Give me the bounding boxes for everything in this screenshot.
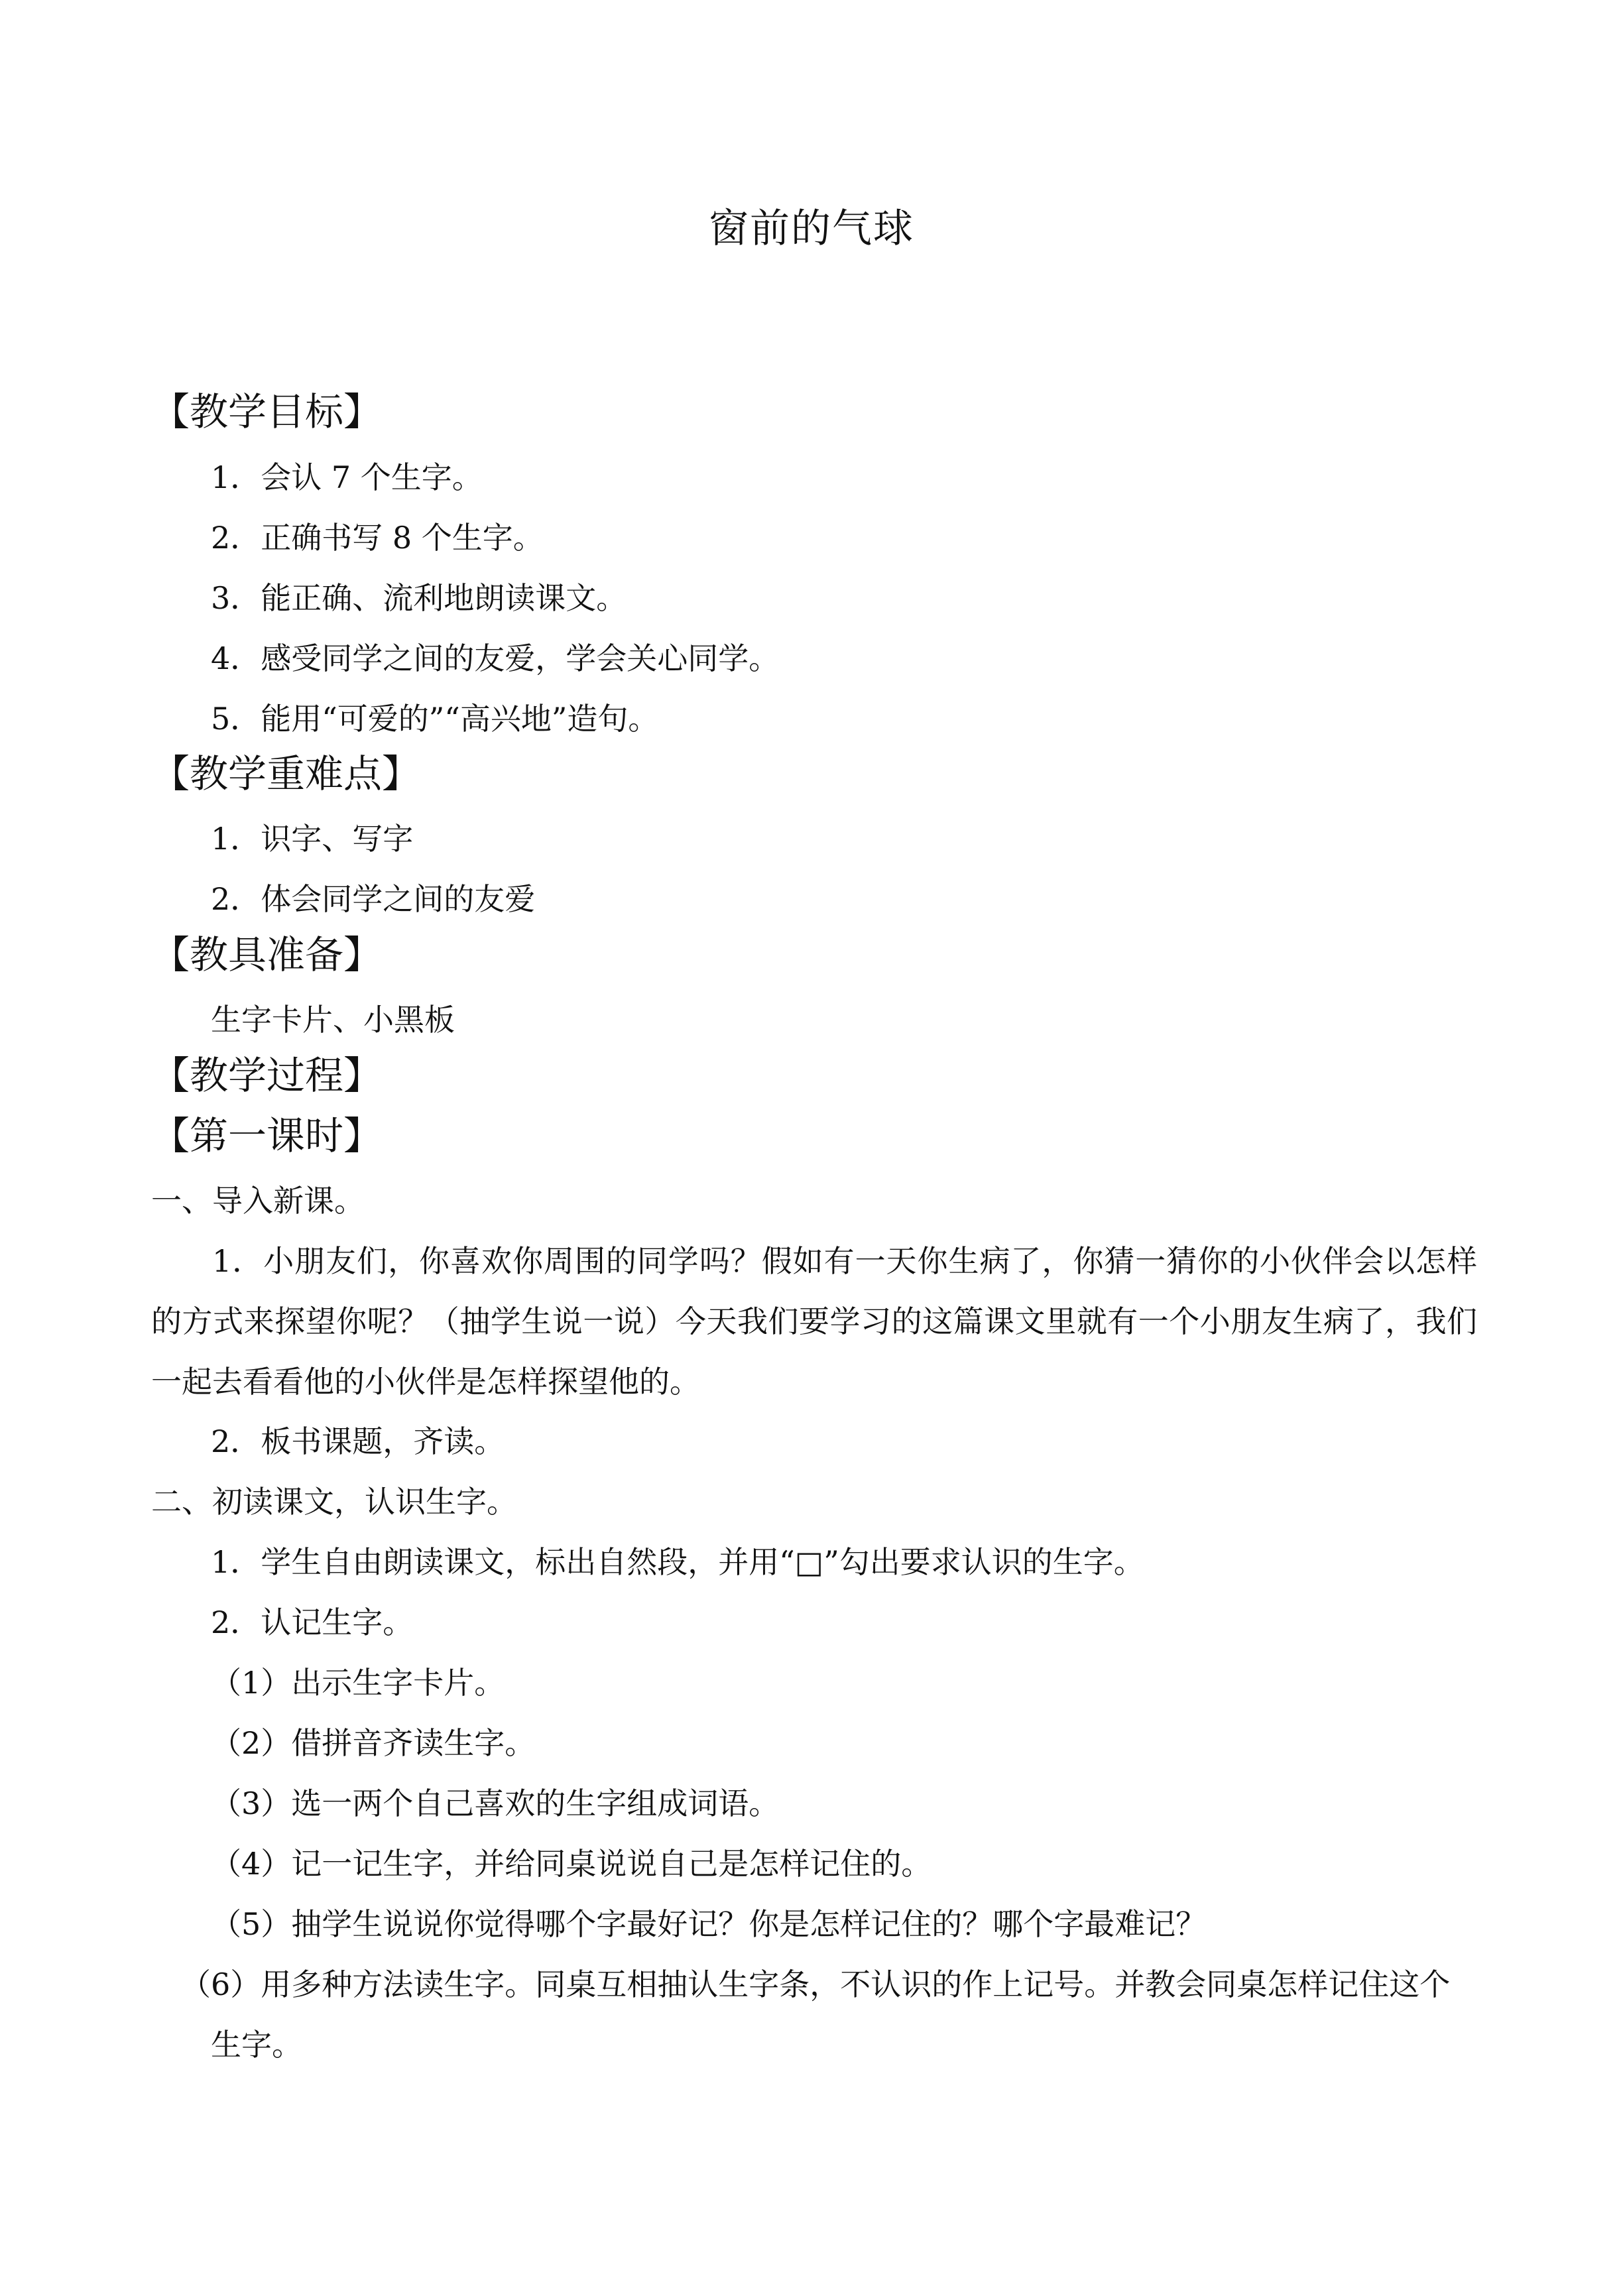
heading-objectives: 【教学目标】 xyxy=(151,389,383,434)
heading-materials: 【教具准备】 xyxy=(151,932,383,977)
step-item: （1）出示生字卡片。 xyxy=(211,1665,505,1701)
section-title: 二、初读课文，认识生字。 xyxy=(151,1484,517,1520)
list-item: 2．认记生字。 xyxy=(211,1604,414,1640)
heading-process: 【教学过程】 xyxy=(151,1053,383,1098)
key-point-item: 1．识字、写字 xyxy=(211,821,414,857)
key-point-item: 2．体会同学之间的友爱 xyxy=(211,881,536,917)
objective-item: 4．感受同学之间的友爱，学会关心同学。 xyxy=(211,640,780,676)
paragraph-intro: 1．小朋友们，你喜欢你周围的同学吗？假如有一天你生病了，你猜一猜你的小伙伴会以怎样的方式来探望你呢？（抽学生说一说）今天我们要学习的这篇课文里就有一个小朋友生病了，我们一起去看看他的小伙伴是怎样探望他的。 xyxy=(151,1243,1477,1400)
materials-text: 生字卡片、小黑板 xyxy=(211,1002,455,1038)
heading-first-lesson: 【第一课时】 xyxy=(151,1113,383,1158)
heading-key-points: 【教学重难点】 xyxy=(151,751,421,796)
step-item: （5）抽学生说说你觉得哪个字最好记？你是怎样记住的？哪个字最难记？ xyxy=(211,1906,1207,1942)
step-item: （4）记一记生字，并给同桌说说自己是怎样记住的。 xyxy=(211,1846,932,1882)
objective-item: 5．能用“可爱的”“高兴地”造句。 xyxy=(211,701,659,737)
objective-item: 2．正确书写 8 个生字。 xyxy=(211,520,544,556)
list-item: 2．板书课题，齐读。 xyxy=(211,1423,505,1459)
document-title: 窗前的气球 xyxy=(709,206,914,252)
objective-item: 3．能正确、流利地朗读课文。 xyxy=(211,580,627,616)
step-item: （2）借拼音齐读生字。 xyxy=(211,1725,536,1761)
list-item: 1．学生自由朗读课文，标出自然段，并用“□”勾出要求认识的生字。 xyxy=(211,1544,1144,1580)
step-item: （6）用多种方法读生字。同桌互相抽认生字条，不认识的作上记号。并教会同桌怎样记住这个生字。 xyxy=(180,1966,1451,2063)
step-item: （3）选一两个自己喜欢的生字组成词语。 xyxy=(211,1785,780,1821)
section-title: 一、导入新课。 xyxy=(151,1183,365,1219)
objective-item: 1．会认 7 个生字。 xyxy=(211,459,483,495)
